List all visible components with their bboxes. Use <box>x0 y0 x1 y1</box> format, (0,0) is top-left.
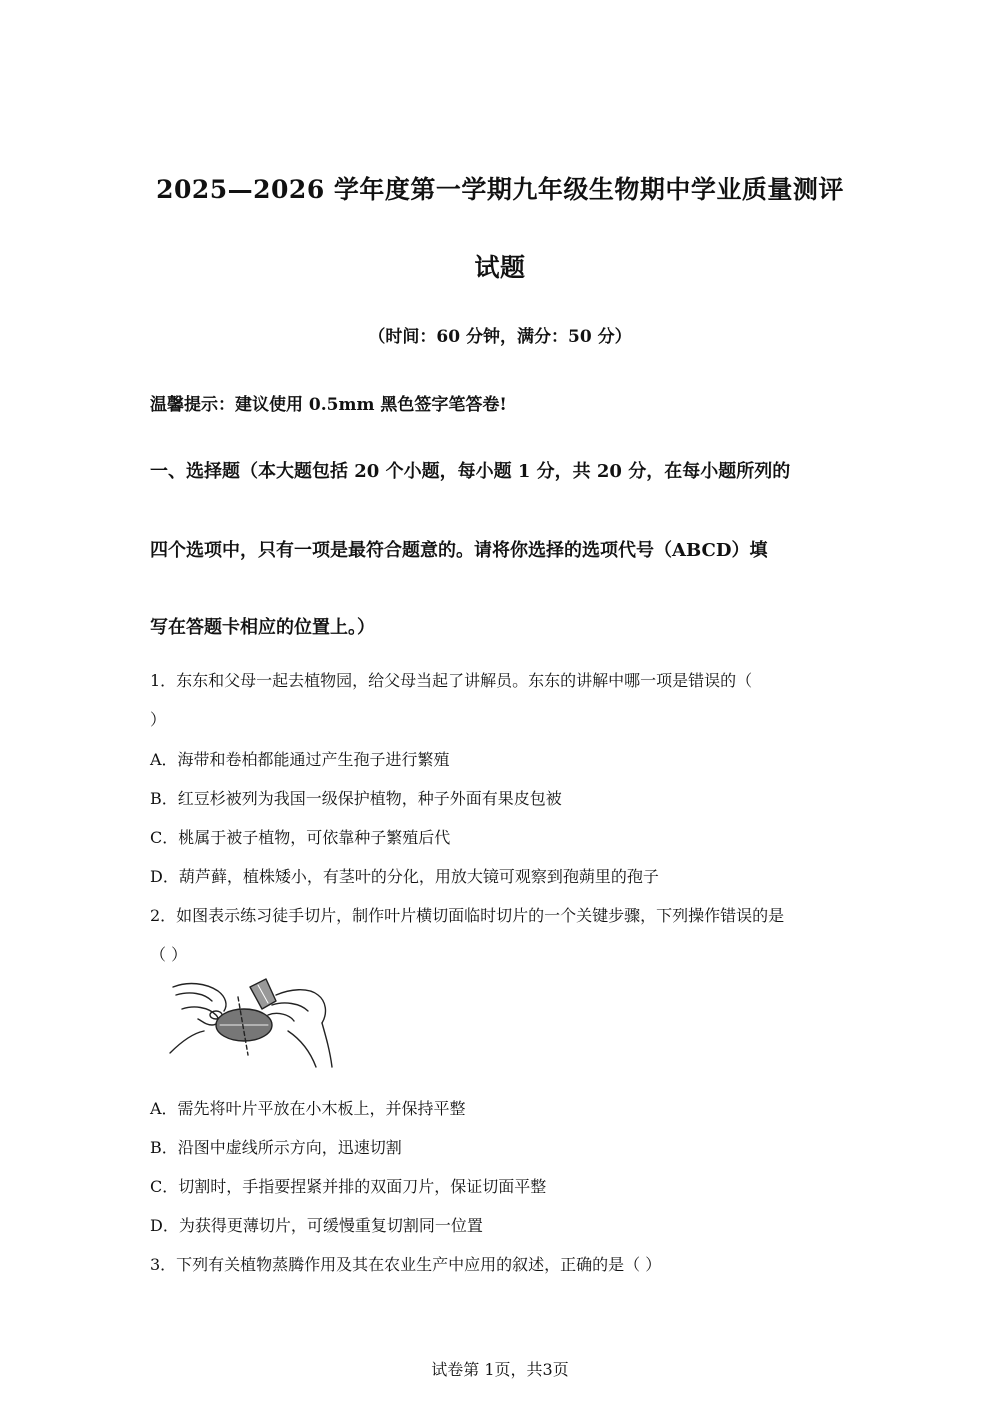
question-1-option-c: C．桃属于被子植物，可依靠种子繁殖后代 <box>150 828 451 847</box>
exam-title-line2: 试题 <box>474 253 526 282</box>
exam-tip: 温馨提示：建议使用 0.5mm 黑色签字笔答卷! <box>150 395 507 415</box>
exam-title-line1: 2025—2026 学年度第一学期九年级生物期中学业质量测评 <box>156 175 844 204</box>
question-2-option-a: A．需先将叶片平放在小木板上，并保持平整 <box>150 1099 466 1118</box>
exam-subtitle: （时间：60 分钟，满分：50 分） <box>368 327 632 347</box>
question-2-option-b: B．沿图中虚线所示方向，迅速切割 <box>150 1138 402 1157</box>
question-2-stem: 2．如图表示练习徒手切片，制作叶片横切面临时切片的一个关键步骤，下列操作错误的是 <box>150 906 785 925</box>
question-2-option-d: D．为获得更薄切片，可缓慢重复切割同一位置 <box>150 1216 483 1235</box>
page-footer: 试卷第 1页，共3页 <box>431 1360 569 1379</box>
section-heading-line2: 四个选项中，只有一项是最符合题意的。请将你选择的选项代号（ABCD）填 <box>150 540 768 561</box>
question-1-stem-end: ） <box>150 710 167 729</box>
question-2-stem-end: （ ） <box>150 945 188 964</box>
section-heading-line1: 一、选择题（本大题包括 20 个小题，每小题 1 分，共 20 分，在每小题所列的 <box>150 461 791 482</box>
question-1-option-b: B．红豆杉被列为我国一级保护植物，种子外面有果皮包被 <box>150 789 562 808</box>
question-2-option-c: C．切割时，手指要捏紧并排的双面刀片，保证切面平整 <box>150 1177 547 1196</box>
question-1-option-a: A．海带和卷柏都能通过产生孢子进行繁殖 <box>150 750 450 769</box>
leaf-sectioning-figure <box>168 975 338 1070</box>
section-heading-line3: 写在答题卡相应的位置上。） <box>150 617 375 638</box>
question-1-option-d: D．葫芦藓，植株矮小，有茎叶的分化，用放大镜可观察到孢蒴里的孢子 <box>150 867 659 886</box>
question-1-stem: 1．东东和父母一起去植物园，给父母当起了讲解员。东东的讲解中哪一项是错误的（ <box>150 671 753 690</box>
question-3-stem: 3．下列有关植物蒸腾作用及其在农业生产中应用的叙述，正确的是（ ） <box>150 1255 662 1274</box>
